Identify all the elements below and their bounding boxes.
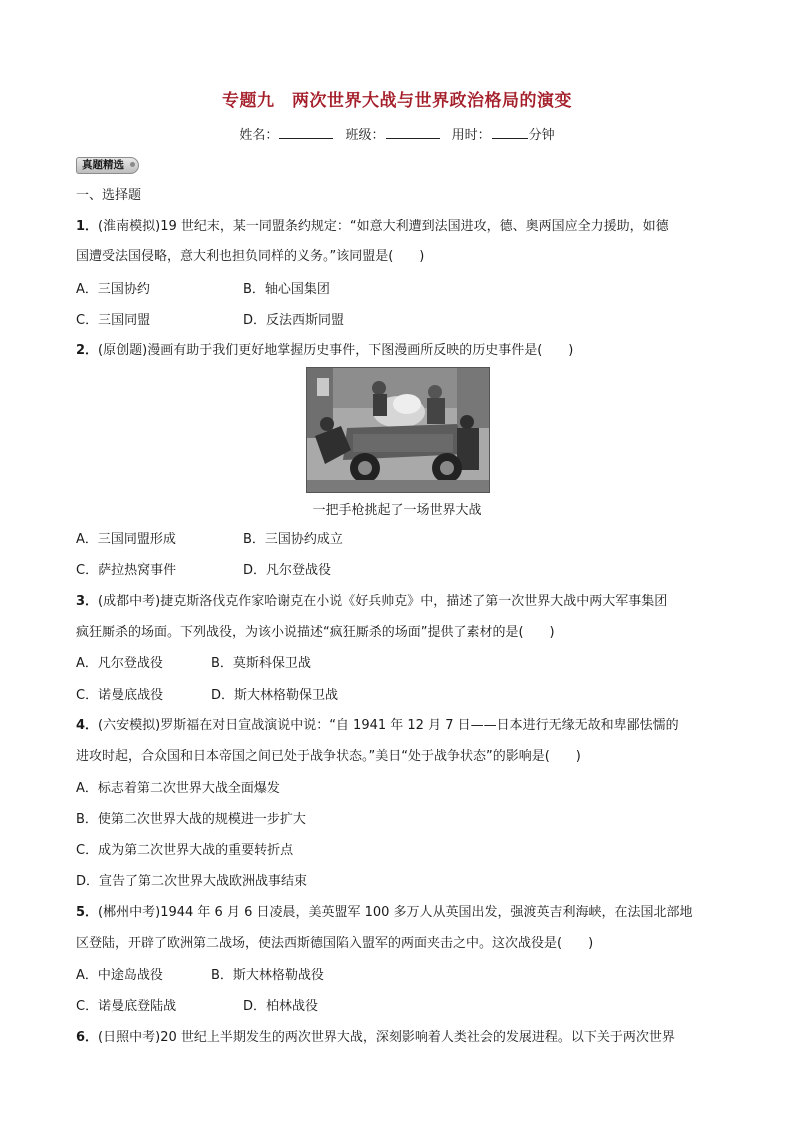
question-number: 6． [76, 1030, 99, 1045]
option-2d[interactable]: D．凡尔登战役 [243, 563, 332, 578]
option-4c[interactable]: C．成为第二次世界大战的重要转折点 [76, 843, 294, 858]
option-5d[interactable]: D．柏林战役 [243, 999, 319, 1014]
option-5a[interactable]: A．中途岛战役 [76, 968, 163, 983]
image-caption: 一把手枪挑起了一场世界大战 [312, 503, 482, 518]
option-4d[interactable]: D．宣告了第二次世界大战欧洲战事结束 [76, 874, 308, 889]
question-1-line-2: 国遭受法国侵略，意大利也担负同样的义务。”该同盟是( ) [76, 249, 425, 264]
class-label: 班级： [345, 128, 385, 143]
option-2c[interactable]: C．萨拉热窝事件 [76, 563, 177, 578]
question-number: 3． [76, 594, 99, 609]
option-1b[interactable]: B．轴心国集团 [243, 282, 330, 297]
option-3c[interactable]: C．诺曼底战役 [76, 688, 164, 703]
option-2a[interactable]: A．三国同盟形成 [76, 532, 176, 547]
question-text: (原创题)漫画有助于我们更好地掌握历史事件，下图漫画所反映的历史事件是( ) [98, 343, 574, 358]
section-badge: 真题精选 [76, 157, 139, 174]
option-4a[interactable]: A．标志着第二次世界大战全面爆发 [76, 781, 280, 796]
question-4-line-1 [76, 718, 679, 734]
option-2b[interactable]: B．三国协约成立 [243, 532, 343, 547]
cartoon-illustration [307, 368, 489, 492]
option-3a[interactable]: A．凡尔登战役 [76, 656, 163, 671]
question-2-line-1 [76, 343, 573, 359]
option-3b[interactable]: B．莫斯科保卫战 [211, 656, 311, 671]
question-5-line-1 [76, 905, 693, 921]
option-1a[interactable]: A．三国协约 [76, 282, 150, 297]
option-4b[interactable]: B．使第二次世界大战的规模进一步扩大 [76, 812, 306, 827]
question-3-line-1 [76, 594, 667, 610]
question-text: (淮南模拟)19 世纪末，某一同盟条约规定：“如意大利遭到法国进攻，德、奥两国应全力援助，如德 [98, 219, 669, 234]
question-4-line-2: 进攻时起，合众国和日本帝国之间已处于战争状态。”美日“处于战争状态”的影响是( ) [76, 749, 581, 764]
option-5b[interactable]: B．斯大林格勒战役 [211, 968, 324, 983]
question-text: (成都中考)捷克斯洛伐克作家哈谢克在小说《好兵帅克》中，描述了第一次世界大战中两大军事集团 [98, 594, 668, 609]
time-label: 用时： [451, 128, 491, 143]
student-info-line [0, 124, 794, 143]
name-blank[interactable] [279, 126, 333, 139]
option-5c[interactable]: C．诺曼底登陆战 [76, 999, 177, 1014]
cartoon-image [306, 367, 490, 493]
section-heading: 一、选择题 [76, 188, 142, 203]
option-1c[interactable]: C．三国同盟 [76, 313, 151, 328]
question-number: 4． [76, 718, 99, 733]
question-1-line-1 [76, 219, 669, 235]
option-3d[interactable]: D．斯大林格勒保卫战 [211, 688, 339, 703]
name-label: 姓名： [239, 128, 279, 143]
question-3-line-2: 疯狂厮杀的场面。下列战役，为该小说描述“疯狂厮杀的场面”提供了素材的是( ) [76, 625, 555, 640]
option-1d[interactable]: D．反法西斯同盟 [243, 313, 345, 328]
class-blank[interactable] [386, 126, 440, 139]
question-number: 5． [76, 905, 99, 920]
question-text: (郴州中考)1944 年 6 月 6 日凌晨，美英盟军 100 多万人从英国出发，强渡英吉利海峡，在法国北部地 [98, 905, 693, 920]
question-text: (六安模拟)罗斯福在对日宣战演说中说：“自 1941 年 12 月 7 日——日本进行无缘无故和卑鄙怯懦的 [98, 718, 679, 733]
question-number: 1． [76, 219, 99, 234]
question-number: 2． [76, 343, 99, 358]
page-title: 专题九 两次世界大战与世界政治格局的演变 [222, 91, 572, 111]
question-5-line-2: 区登陆，开辟了欧洲第二战场，使法西斯德国陷入盟军的两面夹击之中。这次战役是( ) [76, 936, 594, 951]
time-blank[interactable] [492, 126, 528, 139]
question-text: (日照中考)20 世纪上半期发生的两次世界大战，深刻影响着人类社会的发展进程。以下关于两次世界 [98, 1030, 675, 1045]
question-6-line-1 [76, 1030, 675, 1046]
time-unit: 分钟 [528, 128, 555, 143]
